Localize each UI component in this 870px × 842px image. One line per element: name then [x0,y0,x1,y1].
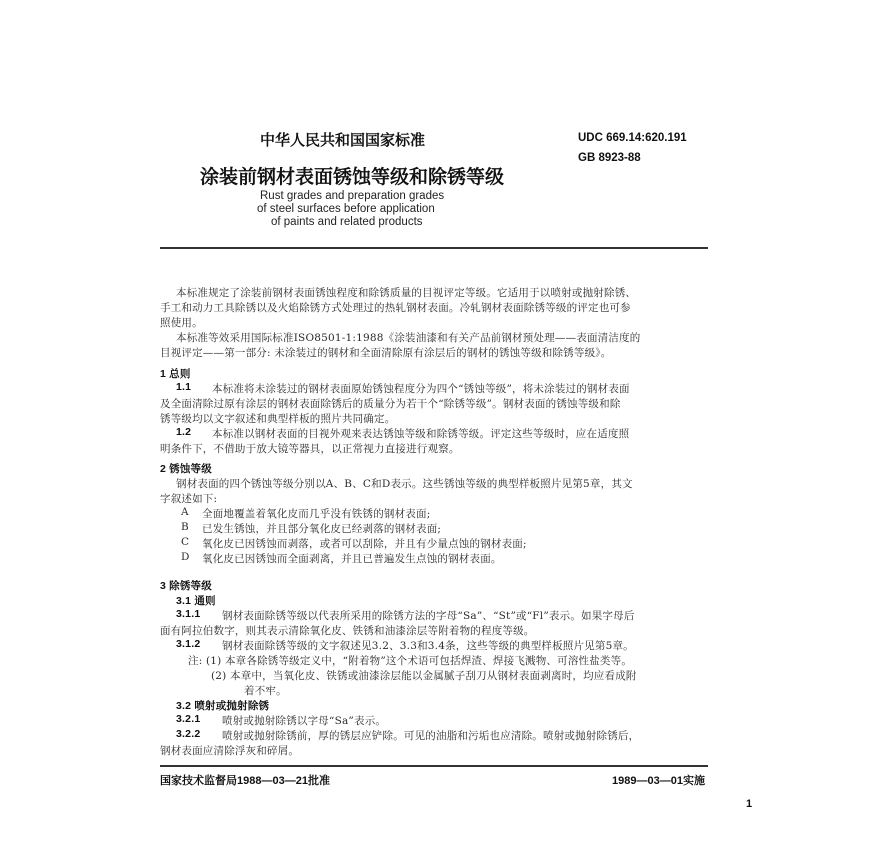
clause-3-2-heading: 3.2 喷射或抛射除锈 [176,700,270,712]
section-2-heading: 2 锈蚀等级 [160,463,212,475]
rust-grade-a-letter: A [181,506,189,518]
clause-3-1-2-number: 3.1.2 [176,638,201,650]
clause-1-1-line2: 及全面清除过原有涂层的钢材表面除锈后的质量分为若干个“除锈等级”。钢材表面的锈蚀等级和除 [160,398,621,410]
standard-title-en-2: of steel surfaces before application [257,203,435,215]
clause-3-2-1-number: 3.2.1 [176,713,201,725]
note-2-line2: 着不牢。 [244,685,287,697]
clause-1-2-line2: 明条件下，不借助于放大镜等器具，以正常视力直接进行观察。 [160,443,460,455]
section-2-intro-line2: 字叙述如下: [160,493,218,505]
clause-3-1-2-line1: 钢材表面除锈等级的文字叙述见3.2、3.3和3.4条，这些等级的典型样板照片见第5章。 [222,640,634,652]
page-number: 1 [746,798,753,810]
rust-grade-d-letter: D [181,551,190,563]
clause-3-2-2-line2: 钢材表面应清除浮灰和碎屑。 [160,745,300,757]
intro-p2-line1: 本标准等效采用国际标准ISO8501-1:1988《涂装油漆和有关产品前钢材预处理——表面清洁度的 [176,332,641,344]
clause-3-2-1-line1: 喷射或抛射除锈以字母“Sa”表示。 [222,715,387,727]
clause-1-2-number: 1.2 [176,426,192,438]
gb-code: GB 8923-88 [578,152,641,164]
rust-grade-b-text: 已发生锈蚀，并且部分氧化皮已经剥落的钢材表面; [202,523,442,535]
clause-3-1-1-line1: 钢材表面除锈等级以代表所采用的除锈方法的字母“Sa”、“St”或“Fl”表示。如果字母后 [222,610,635,622]
rust-grade-d-text: 氧化皮已因锈蚀而全面剥离，并且已普遍发生点蚀的钢材表面。 [202,553,502,565]
section-3-heading: 3 除锈等级 [160,580,212,592]
clause-1-1-line3: 锈等级均以文字叙述和典型样板的照片共同确定。 [160,413,396,425]
clause-3-1-1-line2: 面有阿拉伯数字，则其表示清除氧化皮、铁锈和油漆涂层等附着物的程度等级。 [160,625,535,637]
standard-title-en-3: of paints and related products [271,216,423,228]
clause-1-2-line1: 本标准以钢材表面的目视外观来表达锈蚀等级和除锈等级。评定这些等级时，应在适度照 [212,428,630,440]
section-1-heading: 1 总则 [160,368,191,380]
rust-grade-a-text: 全面地覆盖着氧化皮而几乎没有铁锈的钢材表面; [202,508,431,520]
intro-p1-line1: 本标准规定了涂装前钢材表面锈蚀程度和除锈质量的目视评定等级。它适用于以喷射或抛射除锈、 [176,287,637,299]
footer-rule [160,765,708,767]
clause-3-2-2-line1: 喷射或抛射除锈前，厚的锈层应铲除。可见的油脂和污垢也应清除。喷射或抛射除锈后， [222,730,640,742]
national-standard-heading: 中华人民共和国国家标准 [260,132,426,149]
udc-code: UDC 669.14:620.191 [578,132,687,144]
header-rule [160,247,708,249]
clause-1-1-line1: 本标准将未涂装过的钢材表面原始锈蚀程度分为四个“锈蚀等级”，将未涂装过的钢材表面 [212,383,630,395]
intro-p1-line3: 照使用。 [160,317,203,329]
rust-grade-c-text: 氧化皮已因锈蚀而剥落，或者可以刮除，并且有少量点蚀的钢材表面; [202,538,527,550]
intro-p2-line2: 目视评定——第一部分: 未涂装过的钢材和全面清除原有涂层后的钢材的锈蚀等级和除锈等级》。 [160,347,612,359]
standard-title-en-1: Rust grades and preparation grades [260,190,445,202]
clause-1-1-number: 1.1 [176,381,192,393]
clause-3-1-1-number: 3.1.1 [176,608,201,620]
clause-3-1-heading: 3.1 通则 [176,595,216,607]
intro-p1-line2: 手工和动力工具除锈以及火焰除锈方式处理过的热轧钢材表面。冷轧钢材表面除锈等级的评定也可参 [160,302,631,314]
section-2-intro-line1: 钢材表面的四个锈蚀等级分别以A、B、C和D表示。这些锈蚀等级的典型样板照片见第5章，其文 [176,478,633,490]
note-2-line1: (2) 本章中，当氧化皮、铁锈或油漆涂层能以金属腻子刮刀从钢材表面剥离时，均应看成附 [211,670,637,682]
implementation-date: 1989—03—01实施 [612,775,705,787]
rust-grade-c-letter: C [181,536,190,548]
clause-3-2-2-number: 3.2.2 [176,728,201,740]
approval-date: 国家技术监督局1988—03—21批准 [160,775,330,787]
standard-title-zh: 涂装前钢材表面锈蚀等级和除锈等级 [200,167,505,188]
note-1: 注: (1) 本章各除锈等级定义中，“附着物”这个术语可包括焊渣、焊接飞溅物、可溶性盐类等。 [188,655,633,667]
rust-grade-b-letter: B [181,521,189,533]
